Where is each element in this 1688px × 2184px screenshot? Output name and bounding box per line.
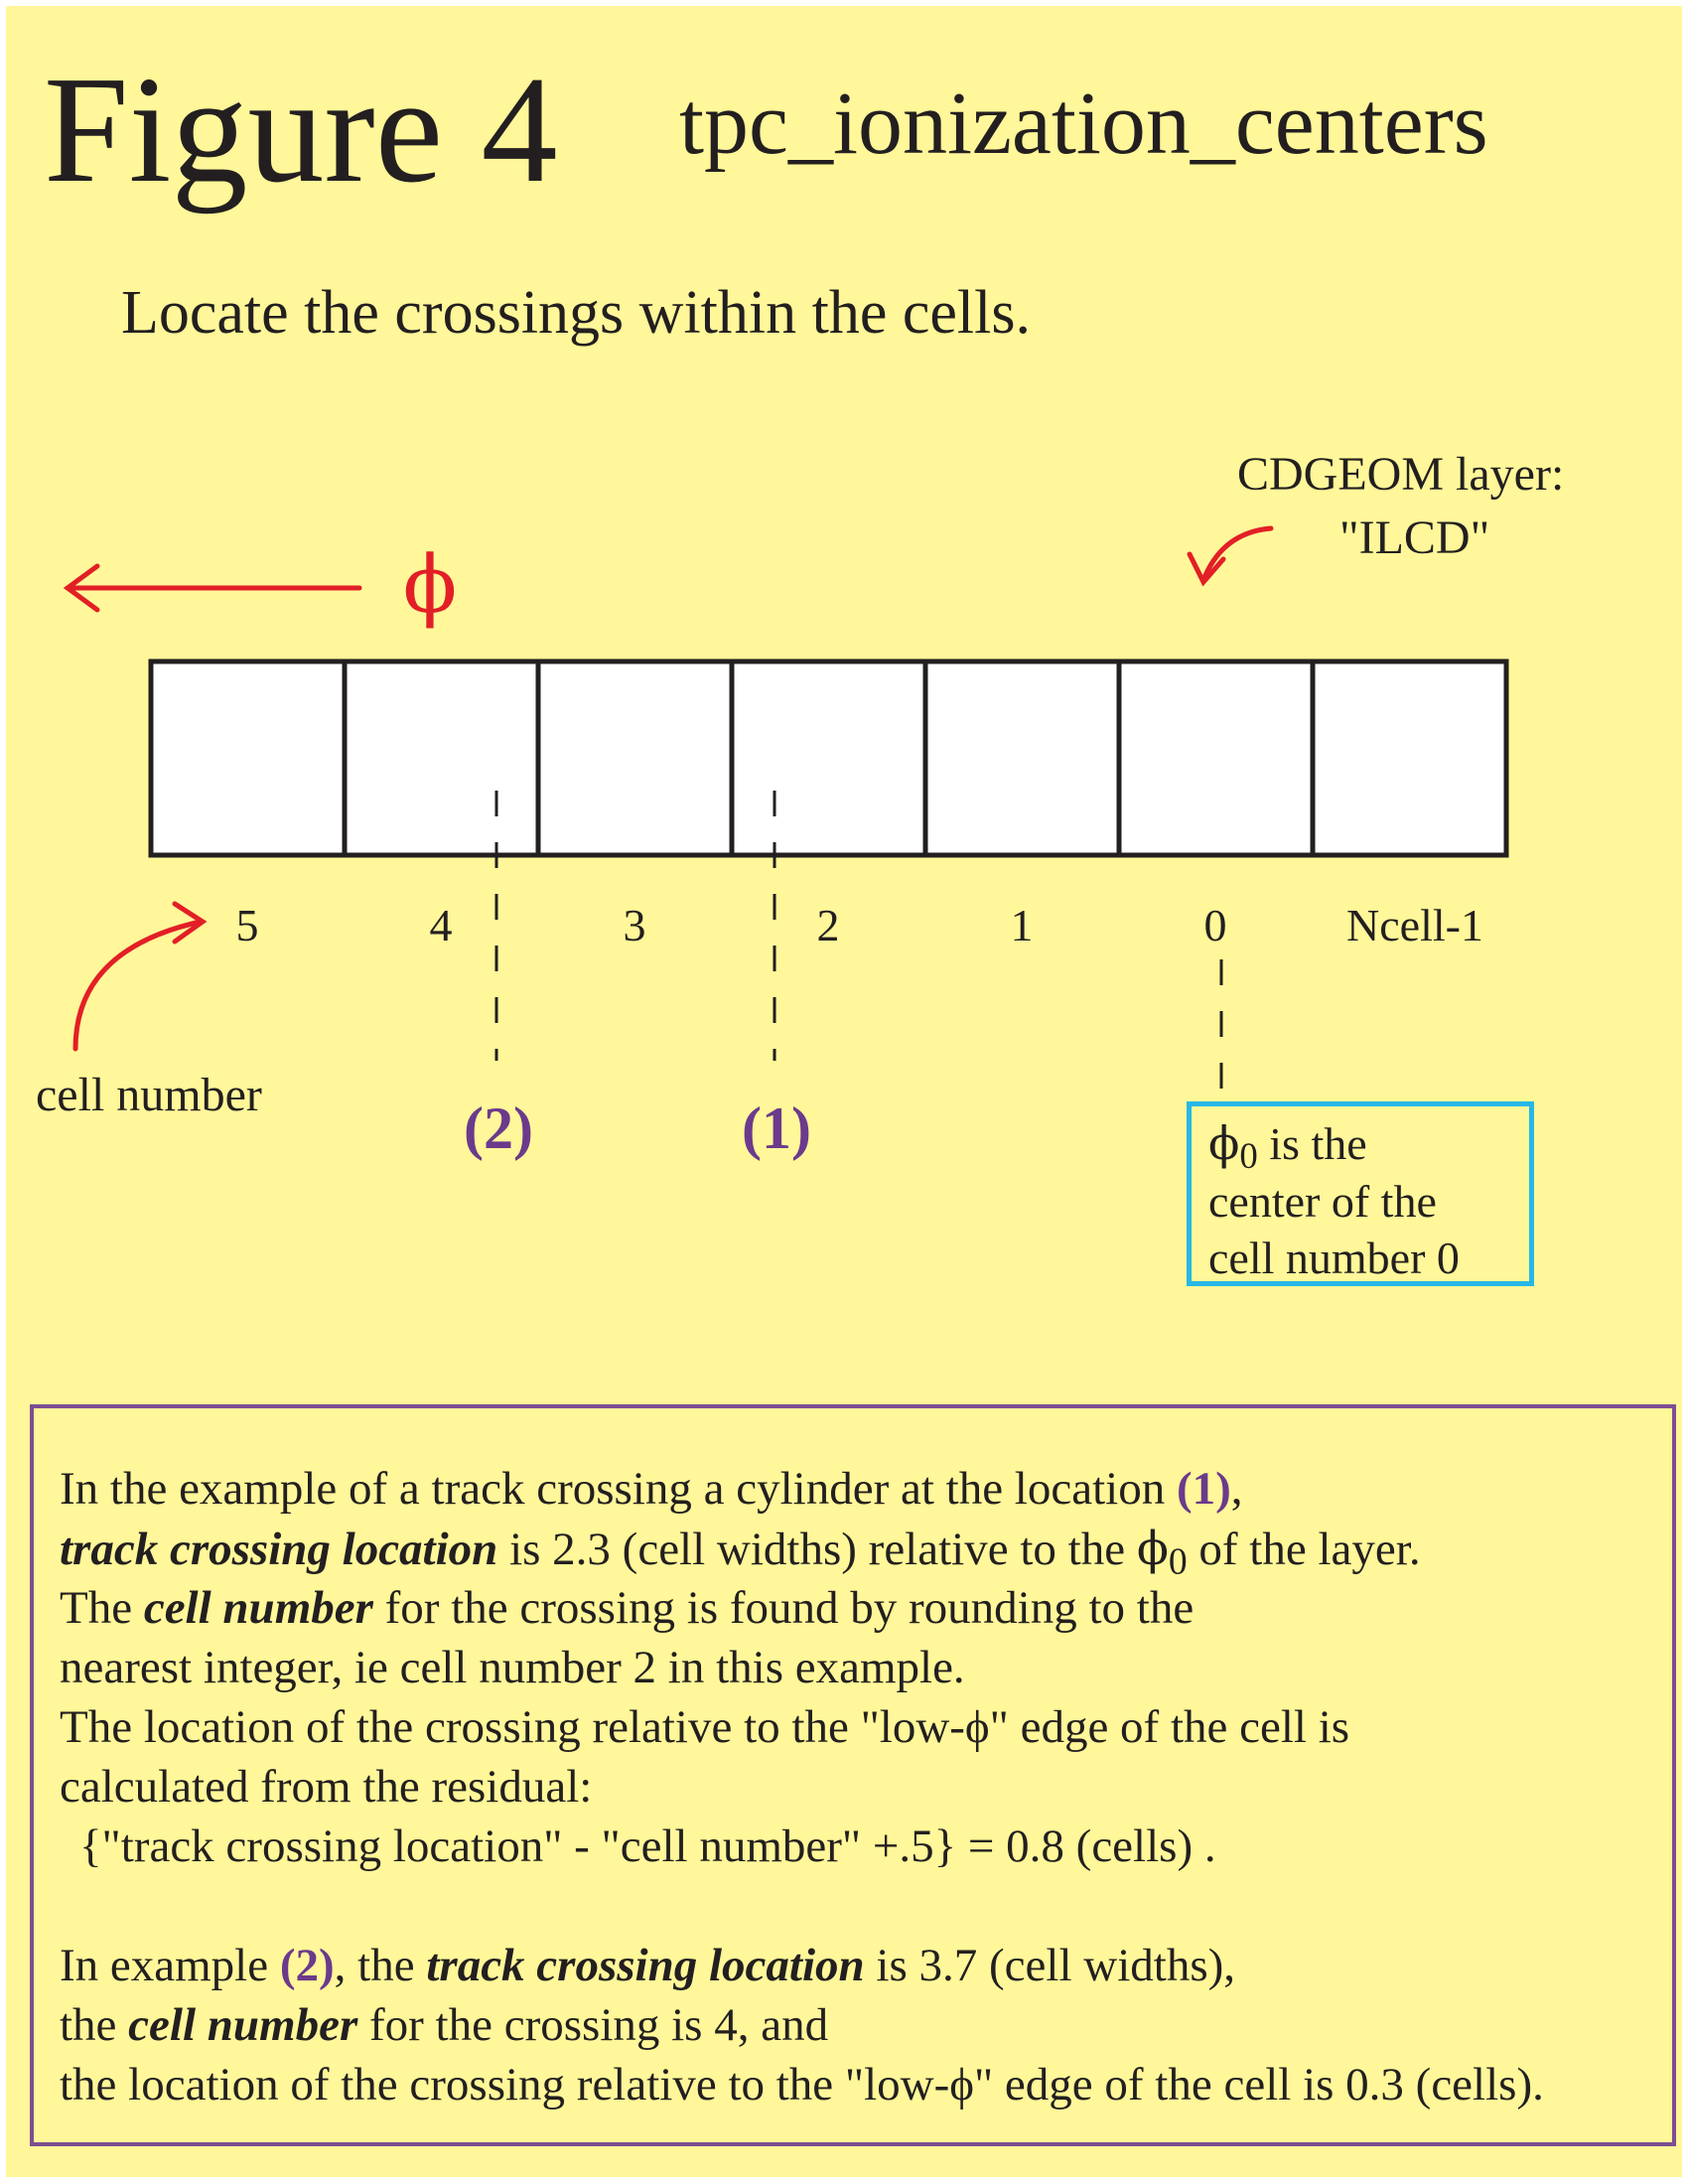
explanation-line-7: {"track crossing location" - "cell number" +.5} = 0.8 (cells) . — [79, 1820, 1216, 1872]
cell-label-4: 4 — [429, 900, 453, 950]
cell-strip — [151, 661, 1506, 855]
explanation-line-9: the cell number for the crossing is 4, and — [60, 1999, 829, 2051]
cell-number-label: cell number — [36, 1069, 262, 1121]
explanation-line-8: In example (2), the track crossing location is 3.7 (cell widths), — [60, 1940, 1236, 1991]
cell-label-5: 5 — [235, 900, 259, 950]
explanation-line-4: nearest integer, ie cell number 2 in this example. — [60, 1642, 965, 1693]
figure-page — [6, 6, 1682, 2177]
figure-number: Figure 4 — [44, 46, 558, 215]
cell-number-arrow — [75, 904, 203, 1049]
explanation-line-5: The location of the crossing relative to the "low-ϕ" edge of the cell is — [60, 1701, 1350, 1753]
explanation-box — [30, 1404, 1676, 2146]
explanation-line-2: track crossing location is 2.3 (cell widths) relative to the $\phi_0$ of the layer. — [60, 1522, 1421, 1583]
cell-label-1: 1 — [1010, 900, 1034, 950]
explanation-line-3: The cell number for the crossing is found by rounding to the — [60, 1582, 1195, 1634]
cell-label-ncell-minus-1: Ncell-1 — [1346, 900, 1483, 950]
explanation-line-6: calculated from the residual: — [60, 1761, 593, 1813]
crossing-2-label: (2) — [464, 1095, 533, 1161]
explanation-line-10: the location of the crossing relative to the "low-ϕ" edge of the cell is 0.3 (cells). — [60, 2059, 1544, 2111]
figure-name: tpc_ionization_centers — [679, 74, 1488, 173]
explanation-line-1: In the example of a track crossing a cylinder at the location (1), — [60, 1463, 1243, 1515]
phi0-note-line3: cell number 0 — [1208, 1233, 1460, 1283]
cell-label-0: 0 — [1203, 900, 1227, 950]
phi0-note-line1: $\phi_0$ is the — [1208, 1116, 1367, 1177]
phi0-note-line2: center of the — [1208, 1176, 1437, 1227]
layer-label-line1: CDGEOM layer: — [1237, 448, 1565, 501]
phi0-subscript: 0 — [1239, 1135, 1258, 1177]
phi0-symbol: ϕ — [1208, 1116, 1240, 1170]
layer-pointer-arrow — [1190, 528, 1271, 582]
layer-label-line2: "ILCD" — [1339, 511, 1490, 564]
phi-symbol: ϕ — [402, 538, 458, 631]
cell-label-2: 2 — [816, 900, 840, 950]
phi-direction-arrow — [68, 566, 359, 610]
crossing-1-label: (1) — [742, 1095, 811, 1161]
figure-subtitle: Locate the crossings within the cells. — [121, 279, 1031, 347]
cell-label-3: 3 — [623, 900, 646, 950]
phi0-note-box — [1187, 1101, 1534, 1286]
